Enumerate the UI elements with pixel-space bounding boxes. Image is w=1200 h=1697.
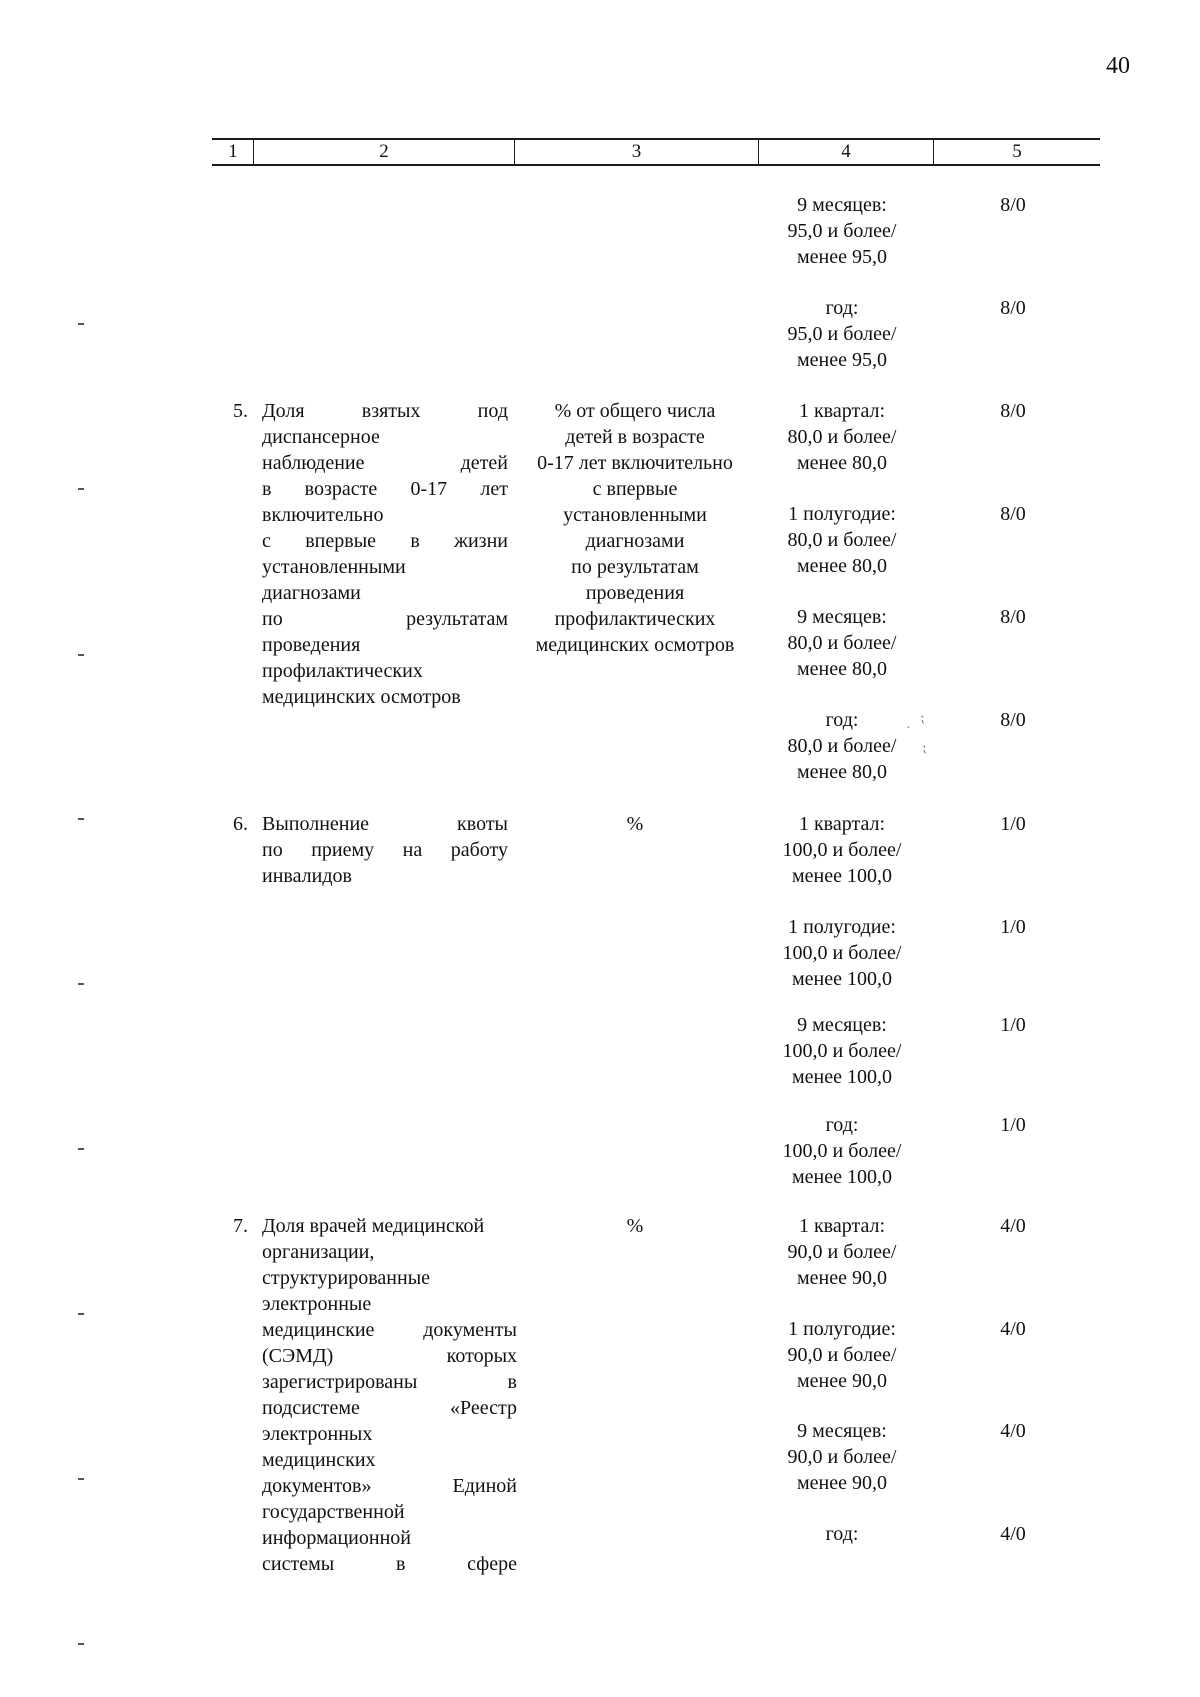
score-cell: 4/0 bbox=[1000, 1318, 1026, 1340]
period-threshold-low: менее 90,0 bbox=[797, 1370, 887, 1392]
name-line: установленными bbox=[262, 556, 406, 578]
table-header-col-3: 3 bbox=[631, 141, 642, 162]
row-number: 6. bbox=[233, 813, 248, 835]
name-line: в возрасте 0-17 лет bbox=[262, 478, 508, 500]
unit-line: проведения bbox=[585, 582, 685, 604]
period-cell bbox=[752, 1418, 932, 1496]
scan-mark bbox=[78, 983, 84, 985]
period-threshold-low: менее 95,0 bbox=[797, 349, 887, 371]
unit-line: по результатам bbox=[571, 556, 699, 578]
unit-line: детей в возрасте bbox=[565, 426, 705, 448]
unit-cell bbox=[520, 811, 750, 837]
name-line: Выполнение квоты bbox=[262, 813, 508, 835]
name-line: медицинских bbox=[262, 1449, 376, 1471]
scan-mark bbox=[78, 1643, 84, 1645]
period-label: 9 месяцев: bbox=[797, 606, 887, 628]
name-line: организации, bbox=[262, 1241, 375, 1263]
unit-cell bbox=[520, 398, 750, 658]
period-label: год: bbox=[825, 1523, 859, 1545]
name-line: государственной bbox=[262, 1501, 405, 1523]
period-label: 1 полугодие: bbox=[788, 1318, 896, 1340]
name-line: по приему на работу bbox=[262, 839, 508, 861]
period-threshold-high: 100,0 и более/ bbox=[782, 1040, 902, 1062]
name-line: инвалидов bbox=[262, 865, 352, 887]
unit-cell bbox=[520, 1213, 750, 1239]
period-label: год: bbox=[825, 1114, 859, 1136]
name-line: структурированные bbox=[262, 1267, 431, 1289]
period-label: 1 квартал: bbox=[798, 813, 886, 835]
period-cell bbox=[752, 914, 932, 992]
name-line: проведения bbox=[262, 634, 361, 656]
score-cell: 1/0 bbox=[1000, 916, 1026, 938]
table-header-top-rule bbox=[212, 138, 1100, 140]
period-threshold-high: 100,0 и более/ bbox=[782, 1140, 902, 1162]
period-threshold-low: менее 100,0 bbox=[792, 1066, 892, 1088]
period-threshold-low: менее 80,0 bbox=[797, 761, 887, 783]
name-line: (СЭМД) которых bbox=[262, 1345, 517, 1367]
period-threshold-low: менее 100,0 bbox=[792, 968, 892, 990]
score-cell: 4/0 bbox=[1000, 1215, 1026, 1237]
period-threshold-low: менее 80,0 bbox=[797, 658, 887, 680]
name-line: информационной bbox=[262, 1527, 411, 1549]
name-line: включительно bbox=[262, 504, 384, 526]
scan-mark bbox=[78, 1478, 84, 1480]
name-line: профилактических bbox=[262, 660, 423, 682]
period-threshold-high: 80,0 и более/ bbox=[787, 632, 897, 654]
scan-mark bbox=[78, 818, 84, 820]
scan-speck: ⁏ bbox=[922, 741, 927, 756]
scan-mark bbox=[78, 1148, 84, 1150]
period-threshold-high: 80,0 и более/ bbox=[787, 426, 897, 448]
unit-line: профилактических bbox=[554, 608, 716, 630]
period-cell bbox=[752, 604, 932, 682]
page-number: 40 bbox=[1106, 53, 1130, 79]
period-cell bbox=[752, 811, 932, 889]
period-threshold-high: 80,0 и более/ bbox=[787, 735, 897, 757]
row-number: 7. bbox=[233, 1215, 248, 1237]
period-threshold-high: 100,0 и более/ bbox=[782, 839, 902, 861]
period-label: 1 полугодие: bbox=[788, 916, 896, 938]
period-cell bbox=[752, 707, 932, 785]
unit-line: % bbox=[626, 1215, 644, 1237]
scan-mark bbox=[78, 654, 84, 656]
period-cell bbox=[752, 192, 932, 270]
period-label: год: bbox=[825, 297, 859, 319]
period-threshold-low: менее 80,0 bbox=[797, 452, 887, 474]
unit-line: % bbox=[626, 813, 644, 835]
period-threshold-high: 90,0 и более/ bbox=[787, 1446, 897, 1468]
name-line: диспансерное bbox=[262, 426, 380, 448]
name-line: медицинских осмотров bbox=[262, 686, 461, 708]
row-number: 5. bbox=[233, 400, 248, 422]
name-line: Доля взятых под bbox=[262, 400, 508, 422]
scan-mark bbox=[78, 1313, 84, 1315]
name-line: зарегистрированы в bbox=[262, 1371, 517, 1393]
score-cell: 8/0 bbox=[1000, 400, 1026, 422]
score-cell: 1/0 bbox=[1000, 1014, 1026, 1036]
period-threshold-high: 90,0 и более/ bbox=[787, 1344, 897, 1366]
score-cell: 8/0 bbox=[1000, 503, 1026, 525]
score-cell: 4/0 bbox=[1000, 1523, 1026, 1545]
name-line: документов» Единой bbox=[262, 1475, 517, 1497]
name-line: медицинские документы bbox=[262, 1319, 517, 1341]
table-header-bottom-rule bbox=[212, 164, 1100, 166]
name-line: диагнозами bbox=[262, 582, 361, 604]
name-line: электронных bbox=[262, 1423, 373, 1445]
table-header-col-4: 4 bbox=[841, 141, 851, 162]
name-line: системы в сфере bbox=[262, 1553, 517, 1575]
name-line: наблюдение детей bbox=[262, 452, 508, 474]
period-threshold-high: 95,0 и более/ bbox=[787, 323, 897, 345]
name-line: по результатам bbox=[262, 608, 508, 630]
table-header-col-2: 2 bbox=[379, 141, 389, 162]
period-label: год: bbox=[825, 709, 859, 731]
unit-line: 0-17 лет включительно bbox=[537, 452, 733, 474]
period-cell bbox=[752, 1521, 932, 1547]
period-threshold-high: 95,0 и более/ bbox=[787, 220, 897, 242]
indicator-name bbox=[262, 398, 508, 710]
name-line: подсистеме «Реестр bbox=[262, 1397, 517, 1419]
period-threshold-high: 80,0 и более/ bbox=[787, 529, 897, 551]
name-line: с впервые в жизни bbox=[262, 530, 508, 552]
score-cell: 8/0 bbox=[1000, 297, 1026, 319]
scan-mark bbox=[78, 323, 84, 325]
table-header-col-1: 1 bbox=[228, 141, 238, 162]
period-cell bbox=[752, 398, 932, 476]
score-cell: 1/0 bbox=[1000, 1114, 1026, 1136]
period-threshold-low: менее 95,0 bbox=[797, 246, 887, 268]
unit-line: с впервые bbox=[592, 478, 678, 500]
scan-speck: · bbox=[906, 721, 911, 736]
unit-line: установленными bbox=[563, 504, 707, 526]
period-label: 9 месяцев: bbox=[797, 1420, 887, 1442]
period-threshold-low: менее 90,0 bbox=[797, 1267, 887, 1289]
period-label: 9 месяцев: bbox=[797, 194, 887, 216]
score-cell: 1/0 bbox=[1000, 813, 1026, 835]
period-cell bbox=[752, 501, 932, 579]
period-threshold-high: 90,0 и более/ bbox=[787, 1241, 897, 1263]
name-line: Доля врачей медицинской bbox=[262, 1215, 485, 1237]
indicator-name bbox=[262, 811, 508, 889]
unit-line: % от общего числа bbox=[554, 400, 716, 422]
period-threshold-low: менее 80,0 bbox=[797, 555, 887, 577]
period-cell bbox=[752, 1316, 932, 1394]
name-line: электронные bbox=[262, 1293, 372, 1315]
period-label: 9 месяцев: bbox=[797, 1014, 887, 1036]
score-cell: 8/0 bbox=[1000, 709, 1026, 731]
score-cell: 8/0 bbox=[1000, 606, 1026, 628]
table-header-col-5: 5 bbox=[1012, 141, 1022, 162]
unit-line: диагнозами bbox=[585, 530, 685, 552]
period-threshold-high: 100,0 и более/ bbox=[782, 942, 902, 964]
period-cell bbox=[752, 1112, 932, 1190]
period-threshold-low: менее 100,0 bbox=[792, 865, 892, 887]
period-cell bbox=[752, 1012, 932, 1090]
unit-line: медицинских осмотров bbox=[535, 634, 735, 656]
scan-mark bbox=[78, 488, 84, 490]
period-threshold-low: менее 90,0 bbox=[797, 1472, 887, 1494]
scan-speck: ⁏ bbox=[920, 711, 925, 726]
period-label: 1 квартал: bbox=[798, 1215, 886, 1237]
period-label: 1 квартал: bbox=[798, 400, 886, 422]
period-threshold-low: менее 100,0 bbox=[792, 1166, 892, 1188]
score-cell: 4/0 bbox=[1000, 1420, 1026, 1442]
score-cell: 8/0 bbox=[1000, 194, 1026, 216]
indicator-name bbox=[262, 1213, 517, 1577]
period-cell bbox=[752, 1213, 932, 1291]
period-cell bbox=[752, 295, 932, 373]
period-label: 1 полугодие: bbox=[788, 503, 896, 525]
